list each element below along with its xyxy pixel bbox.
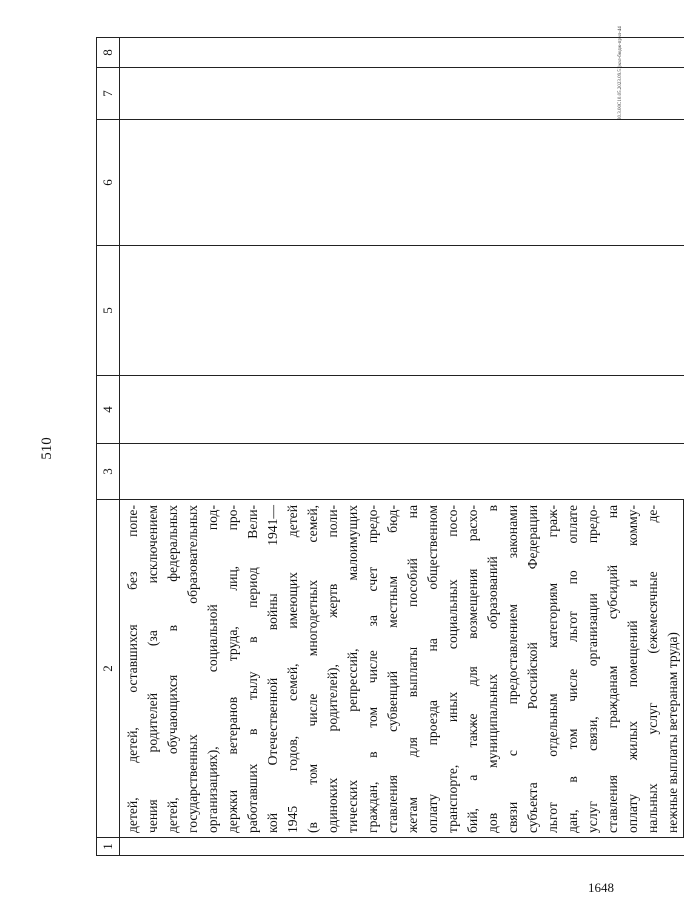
description-line: жетам для выплаты пособий на: [405, 505, 420, 833]
description-line: субъекта Российской Федерации: [525, 505, 540, 833]
cell-col-8: [120, 38, 684, 68]
description-text: [120, 500, 683, 837]
footer-page-number: 1648: [588, 880, 614, 895]
cell-col-5: [120, 246, 684, 376]
budget-table-rotated: [96, 38, 684, 856]
description-line: транспорте, иных социальных посо-: [445, 505, 460, 833]
cell-description: [120, 500, 684, 838]
header-col-8: 8: [97, 38, 120, 68]
page-number: 510: [38, 437, 55, 460]
description-line: связи с предоставлением законами: [505, 505, 520, 833]
description-line: оплату жилых помещений и комму-: [625, 505, 640, 833]
description-line: дов муниципальных образований в: [485, 505, 500, 833]
description-line: детей, детей, оставшихся без попе-: [125, 505, 140, 833]
description-line: бий, а также для возмещения расхо-: [465, 505, 480, 833]
description-line: тических репрессий, малоимущих: [345, 505, 360, 833]
table-header-row: [97, 38, 120, 856]
description-line: нежные выплаты ветеранам труда): [665, 632, 680, 833]
document-code: 20.3.00С10.05.2023.09.51|кол-бюдж-прил-44: [618, 26, 623, 120]
header-col-5: 5: [97, 246, 120, 376]
description-line: оплату проезда на общественном: [425, 505, 440, 833]
header-col-3: 3: [97, 444, 120, 500]
description-line: работавших в тылу в период Вели-: [245, 505, 260, 833]
description-line: ставления гражданам субсидий на: [605, 505, 620, 833]
cell-col-1: [120, 838, 684, 856]
cell-col-3: [120, 444, 684, 500]
description-line: (в том числе многодетных семей,: [305, 505, 320, 833]
header-col-4: 4: [97, 376, 120, 444]
description-line: дан, в том числе льгот по оплате: [565, 505, 580, 833]
description-line: чения родителей (за исключением: [145, 505, 160, 833]
description-line: 1945 годов, семей, имеющих детей: [285, 505, 300, 833]
cell-col-7: [120, 68, 684, 120]
description-line: льгот отдельным категориям граж-: [545, 505, 560, 833]
header-col-1: 1: [97, 838, 120, 856]
header-col-6: 6: [97, 120, 120, 246]
description-line: нальных услуг (ежемесячные де-: [645, 505, 660, 833]
description-line: кой Отечественной войны 1941—: [265, 505, 280, 833]
header-col-2: 2: [97, 500, 120, 838]
cell-col-6: [120, 120, 684, 246]
table-row: [120, 38, 684, 856]
description-line: услуг связи, организации предо-: [585, 505, 600, 833]
cell-col-4: [120, 376, 684, 444]
description-line: ставления субвенций местным бюд-: [385, 505, 400, 833]
description-line: детей, обучающихся в федеральных: [165, 505, 180, 833]
header-col-7: 7: [97, 68, 120, 120]
description-line: одиноких родителей), жертв поли-: [325, 505, 340, 833]
description-line: держки ветеранов труда, лиц, про-: [225, 505, 240, 833]
description-line: организациях), социальной под-: [205, 505, 220, 833]
description-line: граждан, в том числе за счет предо-: [365, 505, 380, 833]
budget-table: [96, 37, 684, 856]
description-line: государственных образовательных: [185, 505, 200, 833]
